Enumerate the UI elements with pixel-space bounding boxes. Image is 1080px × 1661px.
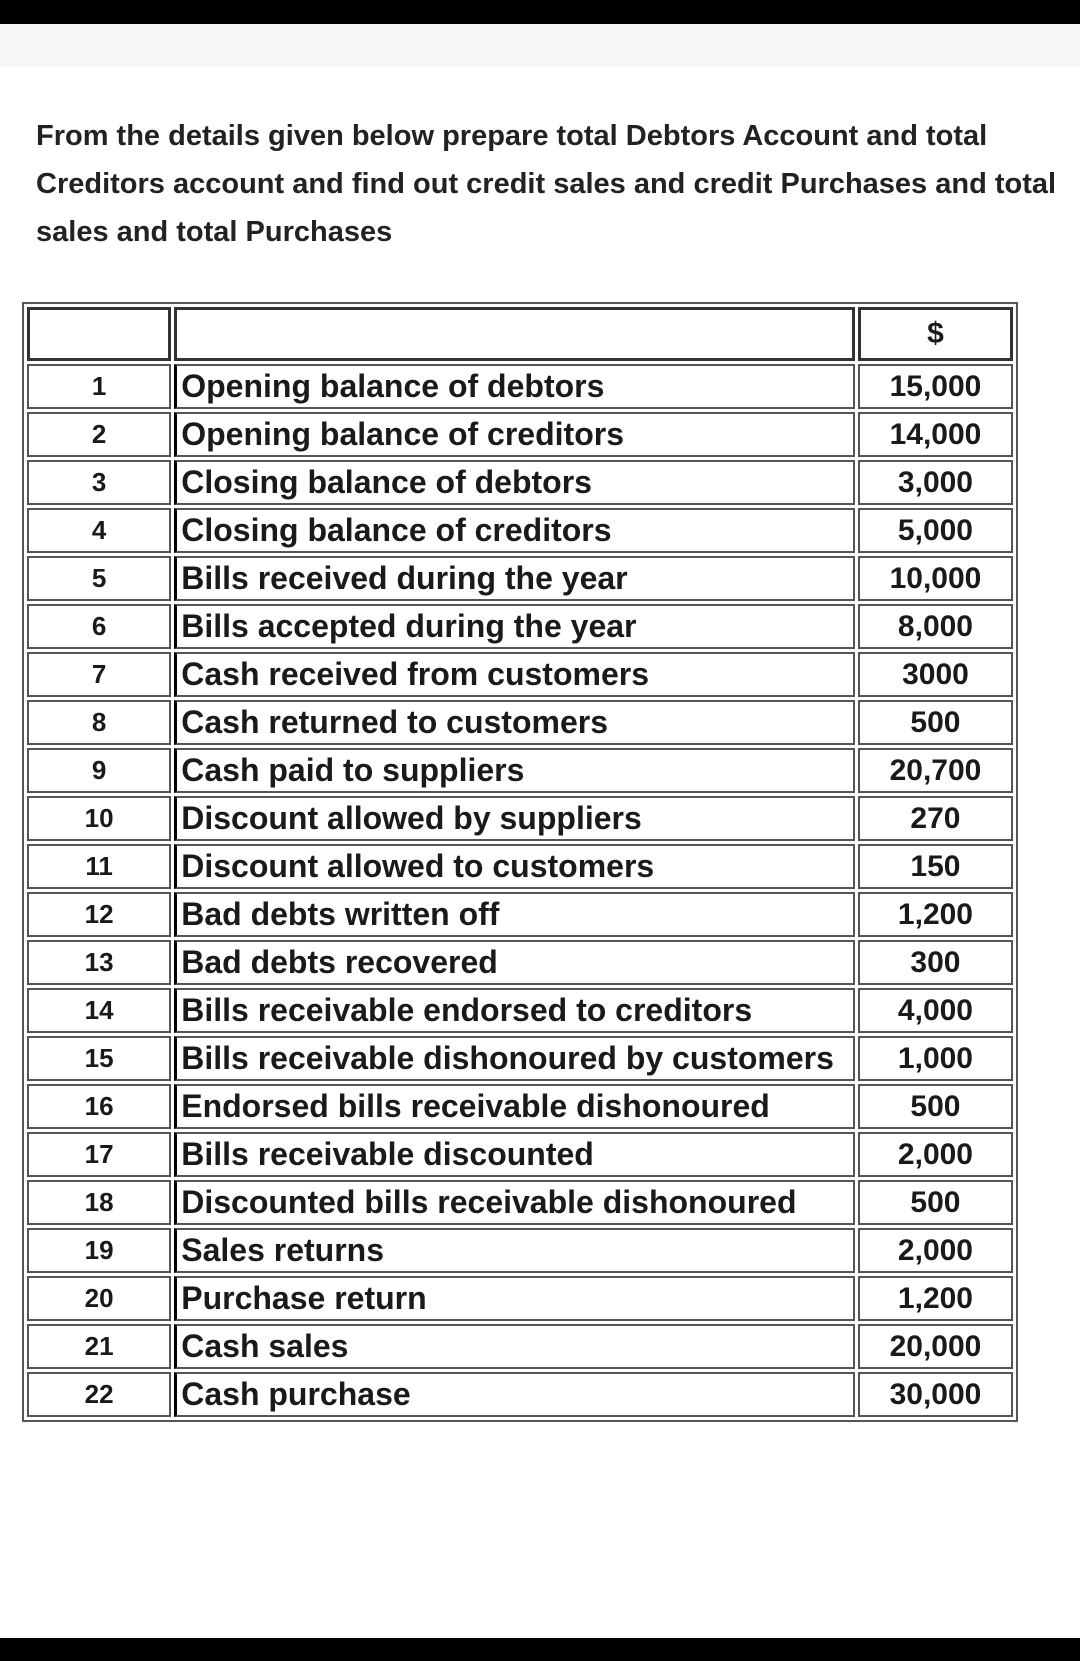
row-number-cell: 18: [27, 1180, 171, 1225]
table-row: [27, 1084, 1013, 1129]
row-description-cell: Bills received during the year: [174, 556, 855, 601]
table-row: [27, 460, 1013, 505]
table-row: [27, 412, 1013, 457]
row-amount-cell: 14,000: [858, 412, 1013, 457]
row-amount-cell: 5,000: [858, 508, 1013, 553]
row-description-cell: Cash purchase: [174, 1372, 855, 1417]
row-description-cell: Closing balance of creditors: [174, 508, 855, 553]
row-amount-cell: 8,000: [858, 604, 1013, 649]
table-row: [27, 1180, 1013, 1225]
table-row: [27, 844, 1013, 889]
table-row: [27, 1372, 1013, 1417]
row-description-cell: Cash returned to customers: [174, 700, 855, 745]
row-number-cell: 8: [27, 700, 171, 745]
row-description-cell: Discount allowed to customers: [174, 844, 855, 889]
table-row: [27, 364, 1013, 409]
row-amount-cell: 1,000: [858, 1036, 1013, 1081]
row-description-cell: Discount allowed by suppliers: [174, 796, 855, 841]
top-bar: [0, 0, 1080, 24]
header-currency-cell: $: [858, 307, 1013, 361]
row-number-cell: 9: [27, 748, 171, 793]
row-amount-cell: 2,000: [858, 1132, 1013, 1177]
row-number-cell: 14: [27, 988, 171, 1033]
table-row: [27, 508, 1013, 553]
row-description-cell: Bad debts written off: [174, 892, 855, 937]
row-number-cell: 5: [27, 556, 171, 601]
table-row: [27, 796, 1013, 841]
row-number-cell: 7: [27, 652, 171, 697]
table-row: [27, 556, 1013, 601]
table-row: [27, 1276, 1013, 1321]
row-number-cell: 3: [27, 460, 171, 505]
header-num-cell: [27, 307, 171, 361]
row-number-cell: 10: [27, 796, 171, 841]
row-number-cell: 13: [27, 940, 171, 985]
row-amount-cell: 150: [858, 844, 1013, 889]
row-amount-cell: 20,000: [858, 1324, 1013, 1369]
row-number-cell: 2: [27, 412, 171, 457]
row-number-cell: 21: [27, 1324, 171, 1369]
row-amount-cell: 500: [858, 700, 1013, 745]
row-description-cell: Opening balance of creditors: [174, 412, 855, 457]
row-amount-cell: 500: [858, 1084, 1013, 1129]
row-amount-cell: 270: [858, 796, 1013, 841]
bottom-bar: [0, 1638, 1080, 1661]
table-row: [27, 1228, 1013, 1273]
data-table-container: [22, 302, 1022, 1422]
row-description-cell: Bad debts recovered: [174, 940, 855, 985]
row-description-cell: Endorsed bills receivable dishonoured: [174, 1084, 855, 1129]
row-description-cell: Cash received from customers: [174, 652, 855, 697]
row-description-cell: Sales returns: [174, 1228, 855, 1273]
row-description-cell: Bills receivable dishonoured by customers: [174, 1036, 855, 1081]
row-amount-cell: 10,000: [858, 556, 1013, 601]
row-number-cell: 16: [27, 1084, 171, 1129]
row-number-cell: 1: [27, 364, 171, 409]
row-number-cell: 20: [27, 1276, 171, 1321]
table-row: [27, 1324, 1013, 1369]
table-row: [27, 988, 1013, 1033]
row-description-cell: Bills receivable endorsed to creditors: [174, 988, 855, 1033]
row-description-cell: Cash paid to suppliers: [174, 748, 855, 793]
row-description-cell: Bills receivable discounted: [174, 1132, 855, 1177]
row-amount-cell: 4,000: [858, 988, 1013, 1033]
header-desc-cell: [174, 307, 855, 361]
row-amount-cell: 500: [858, 1180, 1013, 1225]
row-amount-cell: 1,200: [858, 1276, 1013, 1321]
row-amount-cell: 1,200: [858, 892, 1013, 937]
table-row: [27, 700, 1013, 745]
row-number-cell: 22: [27, 1372, 171, 1417]
row-description-cell: Bills accepted during the year: [174, 604, 855, 649]
table-row: [27, 1036, 1013, 1081]
row-amount-cell: 300: [858, 940, 1013, 985]
row-number-cell: 15: [27, 1036, 171, 1081]
row-number-cell: 12: [27, 892, 171, 937]
row-amount-cell: 30,000: [858, 1372, 1013, 1417]
row-description-cell: Opening balance of debtors: [174, 364, 855, 409]
table-row: [27, 940, 1013, 985]
row-amount-cell: 3000: [858, 652, 1013, 697]
row-amount-cell: 15,000: [858, 364, 1013, 409]
question-text: From the details given below prepare total Debtors Account and total Creditors account and find out credit sales and credit Purchases and total sales and total Purchases: [36, 120, 1057, 248]
row-number-cell: 4: [27, 508, 171, 553]
data-table: [22, 302, 1018, 1422]
row-number-cell: 6: [27, 604, 171, 649]
row-amount-cell: 2,000: [858, 1228, 1013, 1273]
row-number-cell: 11: [27, 844, 171, 889]
row-description-cell: Purchase return: [174, 1276, 855, 1321]
table-header-row: [27, 307, 1013, 361]
row-amount-cell: 3,000: [858, 460, 1013, 505]
table-row: [27, 748, 1013, 793]
row-amount-cell: 20,700: [858, 748, 1013, 793]
table-row: [27, 1132, 1013, 1177]
row-number-cell: 17: [27, 1132, 171, 1177]
table-row: [27, 892, 1013, 937]
top-strip: [0, 24, 1080, 66]
row-number-cell: 19: [27, 1228, 171, 1273]
row-description-cell: Cash sales: [174, 1324, 855, 1369]
table-row: [27, 604, 1013, 649]
row-description-cell: Discounted bills receivable dishonoured: [174, 1180, 855, 1225]
row-description-cell: Closing balance of debtors: [174, 460, 855, 505]
table-row: [27, 652, 1013, 697]
